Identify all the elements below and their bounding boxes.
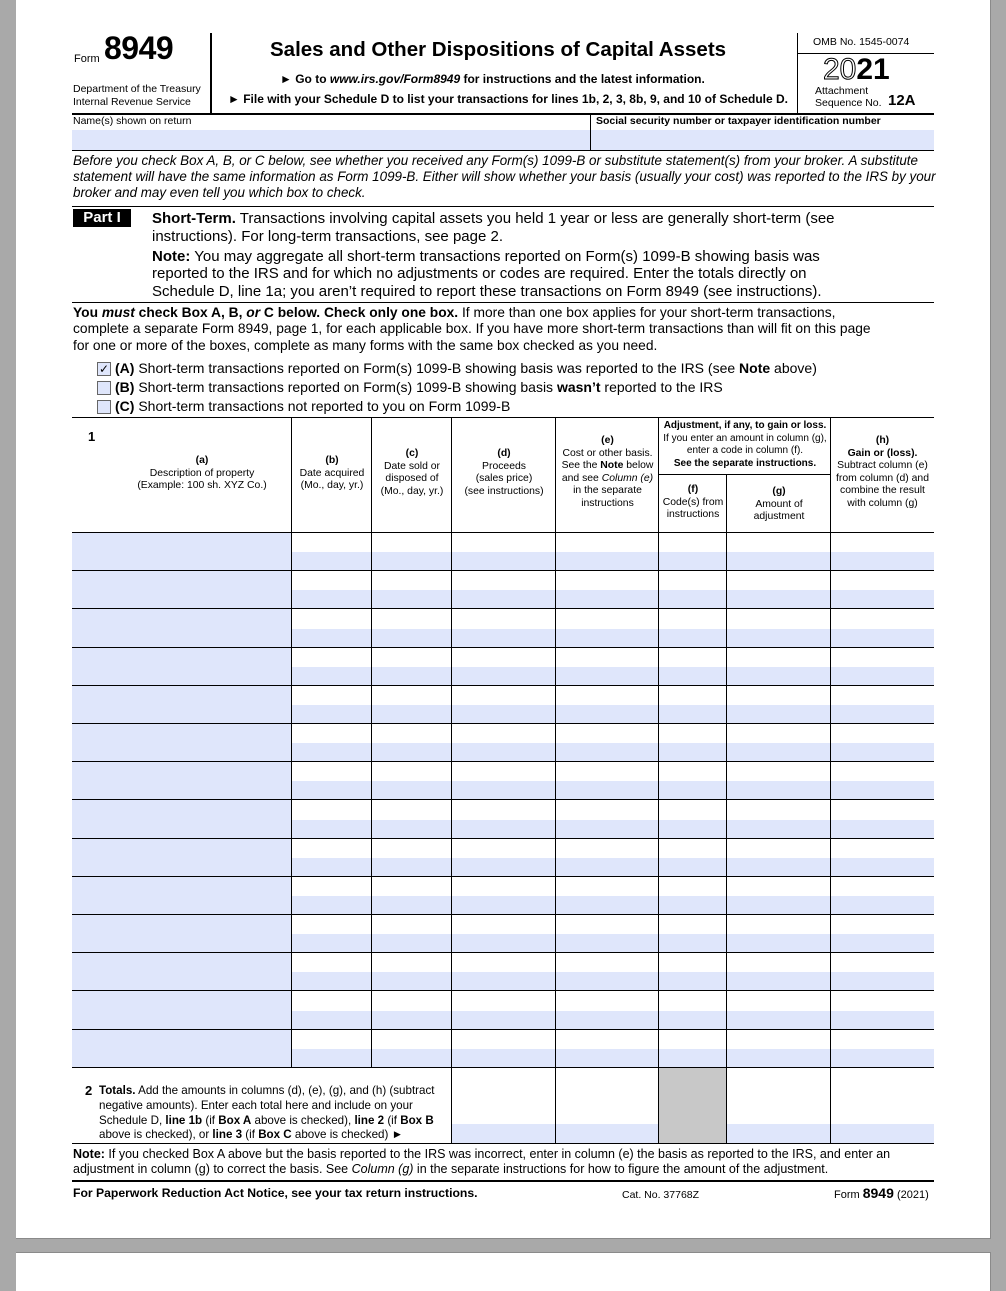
description-input[interactable]	[72, 877, 291, 914]
irs-link[interactable]: www.irs.gov/Form8949	[329, 72, 461, 86]
col-f-input[interactable]	[659, 781, 726, 799]
description-input[interactable]	[72, 1030, 291, 1067]
col-divider-f	[658, 417, 659, 1143]
col-g-input[interactable]	[727, 934, 830, 952]
col-d-header: (d) Proceeds (sales price) (see instructions)	[464, 448, 544, 497]
col-f-input[interactable]	[659, 552, 726, 570]
totals-label: Totals. Add the amounts in columns (d), (e), (g), and (h) (subtract negative amounts). Enter each total here and include on your Schedule D, line 1b (if Box A above is checked), line 2 (if Box B above is checked), or line 3 (if Box C above is checked) ►	[99, 1084, 435, 1142]
header-divider-left	[210, 33, 212, 113]
file-with-line: ► File with your Schedule D to list your transactions for lines 1b, 2, 3, 8b, 9, and 10 of Schedule D.	[228, 92, 788, 106]
col-c-input[interactable]	[372, 743, 451, 761]
col-d-input[interactable]	[452, 629, 555, 647]
col-c-input[interactable]	[372, 629, 451, 647]
adjustment-subrule	[659, 474, 831, 475]
col-d-input[interactable]	[452, 1049, 555, 1067]
col-g-input[interactable]	[727, 858, 830, 876]
col-h-header: (h) Gain or (loss). Subtract column (e) from column (d) and combine the result with column (g)	[836, 435, 929, 509]
col-e-input[interactable]	[556, 1011, 658, 1029]
col-b-input[interactable]	[292, 781, 371, 799]
col-g-input[interactable]	[727, 552, 830, 570]
form-page	[16, 0, 991, 1239]
table-top-rule	[72, 417, 934, 418]
col-h-input[interactable]	[831, 552, 934, 570]
description-input[interactable]	[72, 609, 291, 647]
col-divider-h	[830, 417, 831, 1143]
col-g-input[interactable]	[727, 629, 830, 647]
part-i-tag: Part I	[73, 209, 131, 227]
col-a-header: (a) Description of property (Example: 100 sh. XYZ Co.)	[137, 455, 267, 491]
col-f-input[interactable]	[659, 972, 726, 990]
col-d-input[interactable]	[452, 743, 555, 761]
agency: Internal Revenue Service	[73, 96, 191, 108]
col-b-input[interactable]	[292, 972, 371, 990]
intro-paragraph: Before you check Box A, B, or C below, see whether you received any Form(s) 1099-B or substitute statement(s) from your broker. A substitute statement will have the same information as Form 1099-B. Either will show whether your basis (usually your cost) was reported to the IRS by your broker and may even tell you which box to check.	[73, 153, 936, 200]
next-page	[16, 1252, 991, 1291]
col-b-input[interactable]	[292, 1049, 371, 1067]
col-e-input[interactable]	[556, 820, 658, 838]
department: Department of the Treasury	[73, 83, 201, 95]
col-b-input[interactable]	[292, 590, 371, 608]
col-g-input[interactable]	[727, 972, 830, 990]
col-b-input[interactable]	[292, 1011, 371, 1029]
col-e-input[interactable]	[556, 781, 658, 799]
col-b-input[interactable]	[292, 552, 371, 570]
col-g-header: (g) Amount of adjustment	[753, 486, 805, 522]
col-c-input[interactable]	[372, 781, 451, 799]
col-g-input[interactable]	[727, 1011, 830, 1029]
col-c-input[interactable]	[372, 1011, 451, 1029]
name-input[interactable]	[72, 130, 590, 150]
col-f-input[interactable]	[659, 1011, 726, 1029]
col-g-input[interactable]	[727, 1049, 830, 1067]
col-e-input[interactable]	[556, 590, 658, 608]
col-c-input[interactable]	[372, 590, 451, 608]
form-title: Sales and Other Dispositions of Capital Assets	[270, 38, 727, 61]
col-e-input[interactable]	[556, 858, 658, 876]
footer-form-id: Form 8949 (2021)	[834, 1185, 929, 1201]
col-e-input[interactable]	[556, 629, 658, 647]
col-divider-b	[291, 417, 292, 1068]
header-divider-right	[797, 33, 798, 113]
col-g-input[interactable]	[727, 667, 830, 685]
ssn-input[interactable]	[591, 130, 934, 150]
col-d-input[interactable]	[452, 896, 555, 914]
intro-bottom-rule	[72, 206, 934, 207]
col-d-input[interactable]	[452, 667, 555, 685]
col-h-input[interactable]	[831, 781, 934, 799]
total-proceeds-input[interactable]	[452, 1124, 555, 1143]
col-c-input[interactable]	[372, 858, 451, 876]
footer-rule	[72, 1180, 934, 1182]
col-b-input[interactable]	[292, 705, 371, 723]
col-e-input[interactable]	[556, 1049, 658, 1067]
box-b-checkbox[interactable]	[97, 381, 111, 395]
col-divider-c	[371, 417, 372, 1068]
col-e-input[interactable]	[556, 934, 658, 952]
col-g-input[interactable]	[727, 705, 830, 723]
col-d-input[interactable]	[452, 781, 555, 799]
total-code-shaded	[659, 1068, 726, 1143]
total-adjustment-input[interactable]	[727, 1124, 830, 1143]
col-f-input[interactable]	[659, 590, 726, 608]
col-f-input[interactable]	[659, 629, 726, 647]
adjustment-header: Adjustment, if any, to gain or loss. If you enter an amount in column (g), enter a code in column (f). See the separate instructions.	[663, 420, 827, 469]
description-input[interactable]	[72, 839, 291, 876]
paperwork-notice: For Paperwork Reduction Act Notice, see your tax return instructions.	[73, 1186, 478, 1200]
col-c-input[interactable]	[372, 667, 451, 685]
sequence-number: 12A	[888, 92, 916, 109]
col-h-input[interactable]	[831, 629, 934, 647]
col-h-input[interactable]	[831, 972, 934, 990]
description-input[interactable]	[72, 762, 291, 799]
col-c-header: (c) Date sold or disposed of (Mo., day, yr.)	[380, 448, 444, 497]
col-e-header: (e) Cost or other basis. See the Note below and see Column (e) in the separate instructions	[561, 435, 654, 509]
col-h-input[interactable]	[831, 705, 934, 723]
tax-year: 2021	[823, 53, 890, 86]
col-f-input[interactable]	[659, 667, 726, 685]
box-a-checkbox[interactable]: ✓	[98, 362, 110, 376]
col-f-input[interactable]	[659, 858, 726, 876]
col-d-input[interactable]	[452, 858, 555, 876]
col-e-input[interactable]	[556, 972, 658, 990]
part-i-heading: Short-Term. Transactions involving capital assets you held 1 year or less are generally short-term (see instructions). For long-term transactions, see page 2. Note: You may aggregate all short-term transactions reported on Form(s) 1099-B showing basis was reported to the IRS and for which no adjustments or codes are required. Enter the totals directly on Schedule D, line 1a; you aren’t required to report these transactions on Form 8949 (see instructions).	[152, 210, 835, 301]
col-c-input[interactable]	[372, 820, 451, 838]
col-divider-e	[555, 417, 556, 1143]
col-h-input[interactable]	[831, 820, 934, 838]
sequence-label: Sequence No.	[815, 97, 882, 109]
col-g-input[interactable]	[727, 896, 830, 914]
col-h-input[interactable]	[831, 858, 934, 876]
col-h-input[interactable]	[831, 743, 934, 761]
col-f-input[interactable]	[659, 934, 726, 952]
col-c-input[interactable]	[372, 934, 451, 952]
col-f-input[interactable]	[659, 743, 726, 761]
box-c-checkbox[interactable]	[97, 400, 111, 414]
attachment-label: Attachment	[815, 85, 869, 97]
description-input[interactable]	[72, 800, 291, 838]
col-b-input[interactable]	[292, 743, 371, 761]
description-input[interactable]	[72, 571, 291, 608]
col-h-input[interactable]	[831, 1011, 934, 1029]
col-f-input[interactable]	[659, 896, 726, 914]
col-e-input[interactable]	[556, 705, 658, 723]
col-c-input[interactable]	[372, 705, 451, 723]
col-h-input[interactable]	[831, 896, 934, 914]
col-h-input[interactable]	[831, 590, 934, 608]
totals-bottom-rule	[72, 1143, 934, 1144]
col-h-input[interactable]	[831, 667, 934, 685]
col-g-input[interactable]	[727, 743, 830, 761]
box-c-label: (C) Short-term transactions not reported to you on Form 1099-B	[115, 398, 511, 414]
description-input[interactable]	[72, 648, 291, 685]
col-g-input[interactable]	[727, 820, 830, 838]
col-divider-d	[451, 417, 452, 1143]
line-2-number: 2	[85, 1083, 93, 1098]
col-f-input[interactable]	[659, 820, 726, 838]
col-c-input[interactable]	[372, 896, 451, 914]
col-d-input[interactable]	[452, 1011, 555, 1029]
box-a-label: (A) Short-term transactions reported on Form(s) 1099-B showing basis was reported to the IRS (see Note above)	[115, 360, 817, 376]
part-i-bottom-rule	[72, 302, 934, 303]
col-d-input[interactable]	[452, 705, 555, 723]
box-b-label: (B) Short-term transactions reported on Form(s) 1099-B showing basis wasn’t reported to the IRS	[115, 379, 723, 395]
col-e-input[interactable]	[556, 667, 658, 685]
description-input[interactable]	[72, 915, 291, 952]
col-d-input[interactable]	[452, 590, 555, 608]
col-f-input[interactable]	[659, 1049, 726, 1067]
col-b-input[interactable]	[292, 896, 371, 914]
col-d-input[interactable]	[452, 552, 555, 570]
col-b-input[interactable]	[292, 934, 371, 952]
col-c-input[interactable]	[372, 972, 451, 990]
col-g-input[interactable]	[727, 590, 830, 608]
box-instructions: You must check Box A, B, or C below. Check only one box. If more than one box applies for your short-term transactions, complete a separate Form 8949, page 1, for each applicable box. If you have more short-term transactions than will fit on this page for one or more of the boxes, complete as many forms with the same box checked as you need.	[73, 305, 871, 353]
col-b-input[interactable]	[292, 858, 371, 876]
col-d-input[interactable]	[452, 934, 555, 952]
description-input[interactable]	[72, 533, 291, 570]
form-label: Form	[74, 53, 100, 65]
col-h-input[interactable]	[831, 1049, 934, 1067]
col-b-input[interactable]	[292, 820, 371, 838]
col-divider-g	[726, 474, 727, 1143]
col-g-input[interactable]	[727, 781, 830, 799]
description-input[interactable]	[72, 991, 291, 1029]
identity-bottom-rule	[72, 150, 934, 151]
total-cost-input[interactable]	[556, 1124, 658, 1143]
col-c-input[interactable]	[372, 1049, 451, 1067]
col-e-input[interactable]	[556, 743, 658, 761]
description-input[interactable]	[72, 724, 291, 761]
col-f-header: (f) Code(s) from instructions	[662, 484, 724, 520]
goto-line: ► Go to www.irs.gov/Form8949 for instructions and the latest information.	[280, 72, 705, 86]
catalog-number: Cat. No. 37768Z	[622, 1189, 700, 1201]
col-e-input[interactable]	[556, 896, 658, 914]
description-input[interactable]	[72, 953, 291, 990]
name-label: Name(s) shown on return	[73, 115, 192, 127]
row-rule	[72, 1067, 934, 1068]
form-number: 8949	[104, 30, 174, 66]
col-h-input[interactable]	[831, 934, 934, 952]
bottom-note: Note: If you checked Box A above but the basis reported to the IRS was incorrect, enter in column (e) the basis as reported to the IRS, and enter an adjustment in column (g) to correct the basis. See Column (g) in the separate instructions for how to figure the amount of the adjustment.	[73, 1147, 891, 1176]
line-1-number: 1	[88, 429, 96, 444]
total-gain-input[interactable]	[831, 1124, 934, 1143]
omb-number: OMB No. 1545-0074	[813, 36, 910, 48]
description-input[interactable]	[72, 686, 291, 723]
col-b-input[interactable]	[292, 629, 371, 647]
col-f-input[interactable]	[659, 705, 726, 723]
col-b-header: (b) Date acquired (Mo., day, yr.)	[299, 455, 365, 491]
col-c-input[interactable]	[372, 552, 451, 570]
col-d-input[interactable]	[452, 820, 555, 838]
col-b-input[interactable]	[292, 667, 371, 685]
col-d-input[interactable]	[452, 972, 555, 990]
col-e-input[interactable]	[556, 552, 658, 570]
ssn-label: Social security number or taxpayer identification number	[596, 115, 881, 127]
